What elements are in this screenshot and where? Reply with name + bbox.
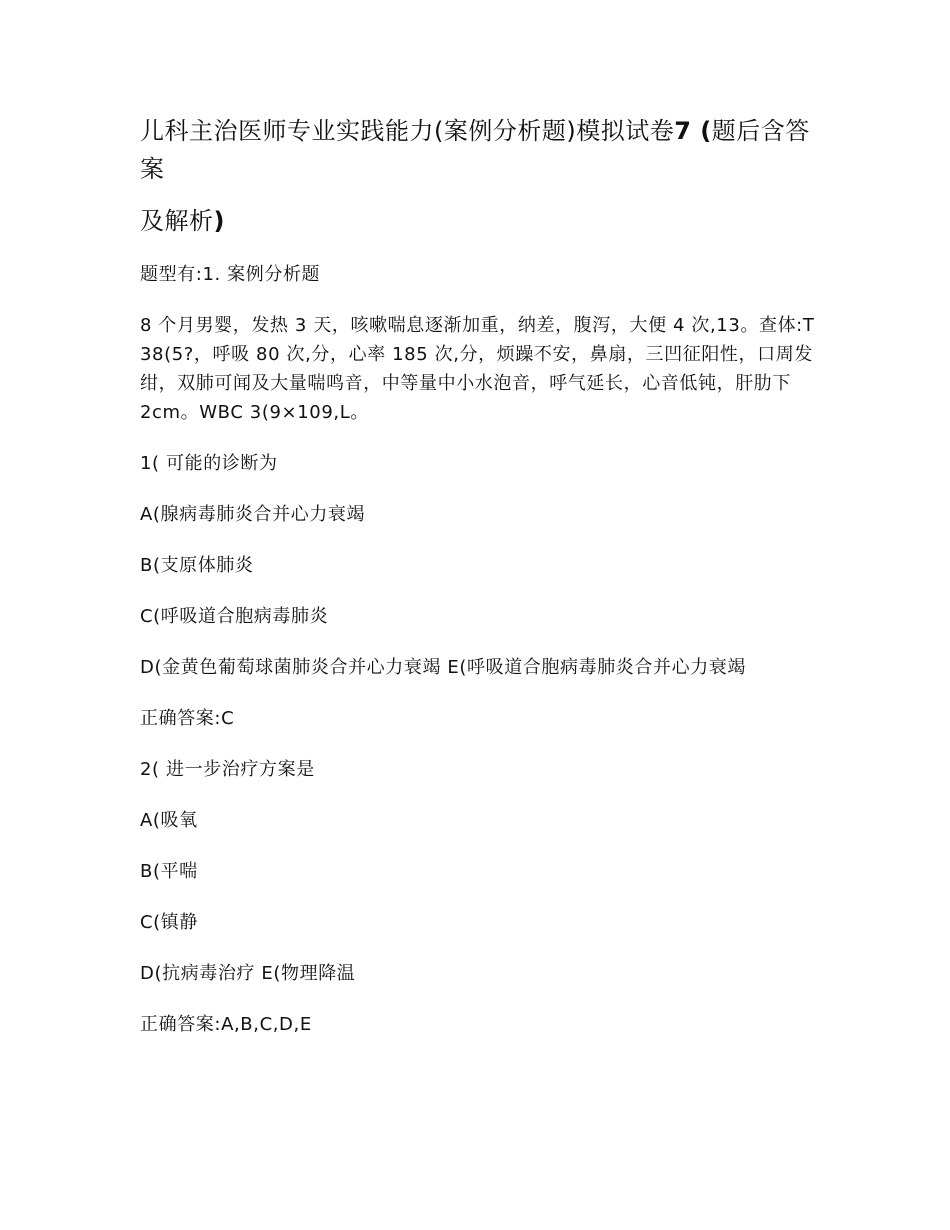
question-1-answer: 正确答案:C — [140, 708, 235, 729]
title-tail: 题后含答案 — [140, 117, 810, 183]
question-1-option-a: A(腺病毒肺炎合并心力衰竭 — [140, 504, 366, 525]
question-2-answer: 正确答案:A,B,C,D,E — [140, 1014, 312, 1035]
question-1-option-b: B(支原体肺炎 — [140, 555, 254, 576]
question-2-option-a: A(吸氧 — [140, 810, 198, 831]
question-2-option-c: C(镇静 — [140, 912, 198, 933]
title-number: 7 ( — [674, 117, 712, 145]
document-page — [140, 112, 830, 1039]
question-2-stem: 2( 进一步治疗方案是 — [140, 759, 315, 780]
case-description: 8 个月男婴，发热 3 天，咳嗽喘息逐渐加重，纳差，腹泻，大便 4 次,13。查体:T 38(5?，呼吸 80 次,分，心率 185 次,分，烦躁不安，鼻扇，三凹征阳性，口周发绀，双肺可闻及大量喘鸣音，中等量中小水泡音，呼气延长，心音低钝，肝肋下 2cm。WBC 3(9×109,L。 — [140, 315, 815, 423]
question-2-option-b: B(平喘 — [140, 861, 198, 882]
title-close-paren: ) — [213, 207, 225, 235]
question-1-option-c: C(呼吸道合胞病毒肺炎 — [140, 606, 329, 627]
document-title — [140, 112, 830, 188]
question-2-option-d-e: D(抗病毒治疗 E(物理降温 — [140, 963, 356, 984]
question-1-stem: 1( 可能的诊断为 — [140, 453, 278, 474]
title-main: 儿科主治医师专业实践能力(案例分析题)模拟试卷 — [140, 117, 675, 145]
question-1-option-d-e: D(金黄色葡萄球菌肺炎合并心力衰竭 E(呼吸道合胞病毒肺炎合并心力衰竭 — [140, 657, 746, 678]
question-type: 题型有:1. 案例分析题 — [140, 264, 321, 285]
document-title-continued — [140, 202, 830, 240]
title-cont-text: 及解析 — [140, 207, 214, 235]
